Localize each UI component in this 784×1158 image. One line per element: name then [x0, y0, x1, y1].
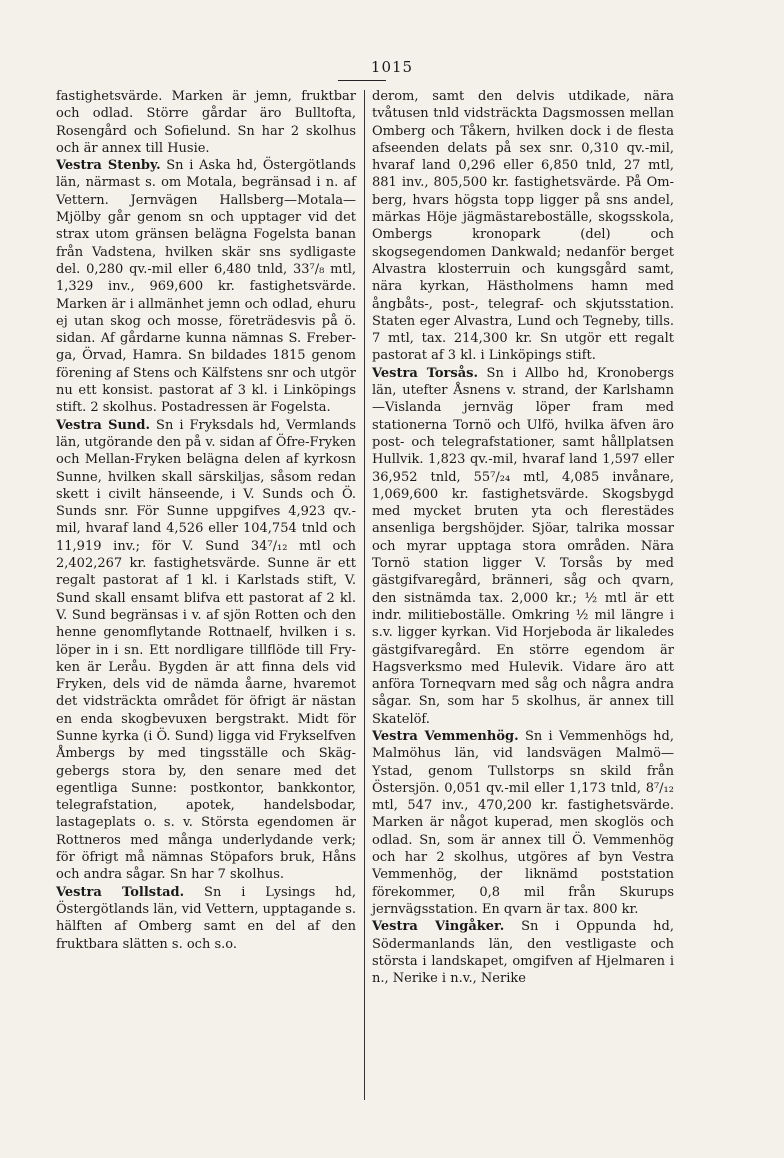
entry-text: Sn i Lysings hd, Östergötlands län, vid Vettern, upptagande s. hälften af Omberg samt en del af den fruktbara slätten s. och s.o.	[56, 884, 357, 952]
entry-vestra-vingaker	[372, 918, 674, 987]
entry-headword: Vestra Torsås.	[372, 365, 478, 381]
entry-text: Sn i Vemmenhögs hd, Malmöhus län, vid landsvägen Malmö—Ystad, genom Tullstorps sn skild från Östersjön. 0,051 qv.-mil eller 1,173 tnld, 8⁷/₁₂ mtl, 547 inv., 470,200 kr. fastighetsvärde. Marken är något kuperad, men skoglös och odlad. Sn, som är annex till Ö. Vemmenhög och har 2 skolhus, utgöres af byn Vestra Vemmenhög, der liknämd poststation förekommer, 0,8 mil från Skurups jernvägsstation. En qvarn är tax. 800 kr.	[372, 728, 675, 917]
entry-text: Sn i Fryksdals hd, Vermlands län, utgörande den på v. sidan af Öfre-Fryken och Mellan-Fryken belägna delen af kyrkosn Sunne, hvilken skall särskiljas, såsom redan skett i civilt hänseende, i V. Sunds och Ö. Sunds snr. För Sunne uppgifves 4,923 qv.-mil, hvaraf land 4,526 eller 104,754 tnld och 11,919 inv.; för V. Sund 34⁷/₁₂ mtl och 2,402,267 kr. fastighetsvärde. Sunne är ett regalt pastorat af 1 kl. i Karlstads stift, V. Sund skall ensamt blifva ett pastorat af 2 kl. V. Sund begränsas i v. af sjön Rotten och den henne genomflytande Rottnaelf, hvilken i s. löper in i sn. Ett nordligare tillflöde till Fryken är Leråu. Bygden är att finna dels vid Fryken, dels vid de nämda åarne, hvaremot det vidsträckta området för öfrigt är nästan en enda skogbevuxen bergstrakt. Midt för Sunne kyrka (i Ö. Sund) ligga vid Frykselfven Åmbergs by med tingsställe och Skäggebergs stora by, den senare med det egentliga Sunne: postkontor, bankkontor, telegrafstation, apotek, handelsbodar, lastageplats o. s. v. Största egendomen är Rottneros med många underlydande verk; för öfrigt må nämnas Stöpafors bruk, Håns och andra sågar. Sn har 7 skolhus.	[56, 417, 356, 883]
entry-vestra-vemmenhog	[372, 728, 674, 918]
entry-vestra-tollstad	[56, 884, 356, 953]
column-divider	[364, 90, 365, 1100]
entry-headword: Vestra Sund.	[56, 417, 151, 433]
entry-text: Sn i Aska hd, Östergötlands län, närmast s. om Motala, begränsad i n. af Vettern. Jernvägen Hallsberg—Motala—Mjölby går genom sn och upptager vid det strax utom gränsen belägna Fogelsta banan från Vadstena, hvilken skär sns sydligaste del. 0,280 qv.-mil eller 6,480 tnld, 33⁷/₈ mtl, 1,329 inv., 969,600 kr. fastighetsvärde. Marken är i allmänhet jemn och odlad, ehuru ej utan skog och mosse, företrädesvis på ö. sidan. Af gårdarne kunna nämnas S. Freberga, Örvad, Hamra. Sn bildades 1815 genom förening af Stens och Kälfstens snr och utgör nu ett konsist. pastorat af 3 kl. i Linköpings stift. 2 skolhus. Postadressen är Fogelsta.	[56, 158, 356, 416]
entry-text: derom, samt den delvis utdikade, nära tvåtusen tnld vidsträckta Dagsmossen mellan Omberg och Tåkern, hvilken dock i de flesta afseenden delats på sex snr. 0,310 qv.-mil, hvaraf land 0,296 eller 6,850 tnld, 27 mtl, 881 inv., 805,500 kr. fastighetsvärde. På Omberg, hvars högsta topp ligger på sns andel, märkas Höje jägmästareboställe, skogsskola, Ombergs kronopark (del) och skogsegendomen Dankwald; nedanför berget Alvastra klosterruin och kungsgård samt, nära kyrkan, Hästholmens hamn med ångbåts-, post-, telegraf- och skjutsstation. Staten eger Alvastra, Lund och Tegneby, tills. 7 mtl, tax. 214,300 kr. Sn utgör ett regalt pastorat af 3 kl. i Linköpings stift.	[372, 89, 674, 364]
entry-continuation	[372, 88, 674, 365]
header-rule	[338, 80, 386, 81]
entry-headword: Vestra Vingåker.	[372, 919, 505, 935]
entry-text: Sn i Oppunda hd, Södermanlands län, den vestligaste och största i landskapet, omgifven af Hjelmaren i n., Nerike i n.v., Nerike	[372, 919, 674, 987]
entry-continuation	[56, 88, 356, 157]
entry-headword: Vestra Tollstad.	[56, 884, 185, 900]
page-number: 1015	[370, 58, 414, 76]
entry-headword: Vestra Stenby.	[56, 158, 161, 174]
entry-vestra-torsas	[372, 365, 674, 728]
entry-headword: Vestra Vemmenhög.	[372, 728, 519, 744]
right-column	[372, 88, 674, 987]
entry-text: fastighetsvärde. Marken är jemn, fruktbar och odlad. Större gårdar äro Bulltofta, Rosengård och Sofielund. Sn har 2 skolhus och är annex till Husie.	[56, 89, 356, 156]
entry-vestra-stenby	[56, 157, 356, 416]
entry-text: Sn i Allbo hd, Kronobergs län, utefter Åsnens v. strand, der Karlshamn—Vislanda jernväg löper fram med stationerna Tornö och Ulfö, hvilka äfven äro post- och telegrafstationer, samt hållplatsen Hullvik. 1,823 qv.-mil, hvaraf land 1,597 eller 36,952 tnld, 55⁷/₂₄ mtl, 4,085 invånare, 1,069,600 kr. fastighetsvärde. Skogsbygd med mycket bruten yta och flerestädes ansenliga bergshöjder. Sjöar, talrika mossar och myrar upptaga stora områden. Nära Tornö station ligger V. Torsås by med gästgifvaregård, bränneri, såg och qvarn, den sistnämda tax. 2,000 kr.; ½ mtl är ett indr. militieboställe. Omkring ½ mil längre i s.v. ligger kyrkan. Vid Horjeboda är likaledes gästgifvaregård. En större egendom är Hagsverksmo med Hulevik. Vidare äro att anföra Torneqvarn med såg och några andra sågar. Sn, som har 5 skolhus, är annex till Skatelöf.	[372, 365, 675, 727]
entry-vestra-sund	[56, 417, 356, 884]
left-column	[56, 88, 356, 953]
